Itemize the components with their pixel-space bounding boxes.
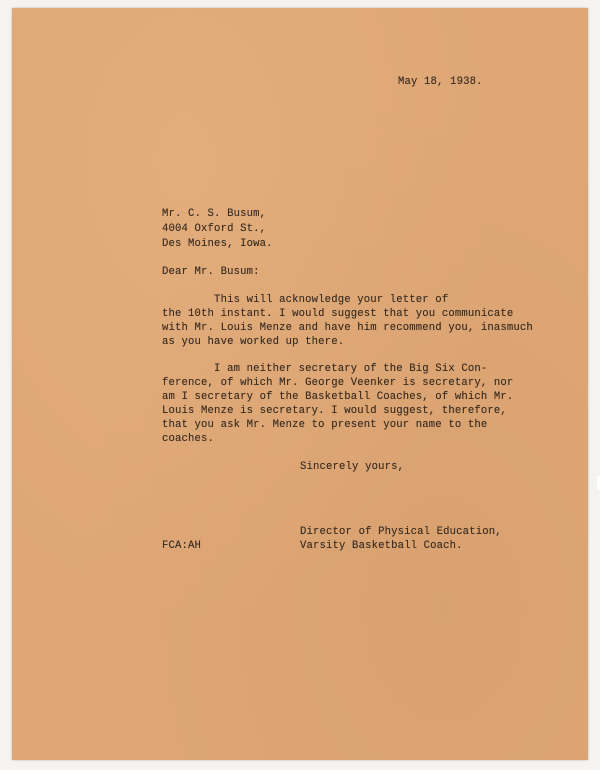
paragraph2-line: ference, of which Mr. George Veenker is secretary, nor xyxy=(162,377,514,389)
paragraph1-line: the 10th instant. I would suggest that you communicate xyxy=(162,308,514,320)
paragraph1-line: with Mr. Louis Menze and have him recommend you, inasmuch xyxy=(162,322,533,334)
recipient-name: Mr. C. S. Busum, xyxy=(162,208,267,220)
recipient-city: Des Moines, Iowa. xyxy=(162,238,273,250)
letter-date: May 18, 1938. xyxy=(398,76,483,88)
letter-page xyxy=(12,8,588,760)
paragraph1-line: as you have worked up there. xyxy=(162,336,345,348)
closing: Sincerely yours, xyxy=(300,461,405,473)
paragraph1-line: This will acknowledge your letter of xyxy=(162,294,449,306)
paragraph2-line: coaches. xyxy=(162,433,215,445)
paragraph2-line: I am neither secretary of the Big Six Con- xyxy=(162,363,488,375)
typist-initials: FCA:AH xyxy=(162,540,202,552)
paragraph2-line: Louis Menze is secretary. I would suggest, therefore, xyxy=(162,405,507,417)
salutation: Dear Mr. Busum: xyxy=(162,266,260,278)
signature-title-line: Director of Physical Education, xyxy=(300,526,502,538)
paragraph2-line: that you ask Mr. Menze to present your name to the xyxy=(162,419,488,431)
paragraph2-line: am I secretary of the Basketball Coaches, of which Mr. xyxy=(162,391,514,403)
recipient-street: 4004 Oxford St., xyxy=(162,223,267,235)
signature-title-line: Varsity Basketball Coach. xyxy=(300,540,463,552)
